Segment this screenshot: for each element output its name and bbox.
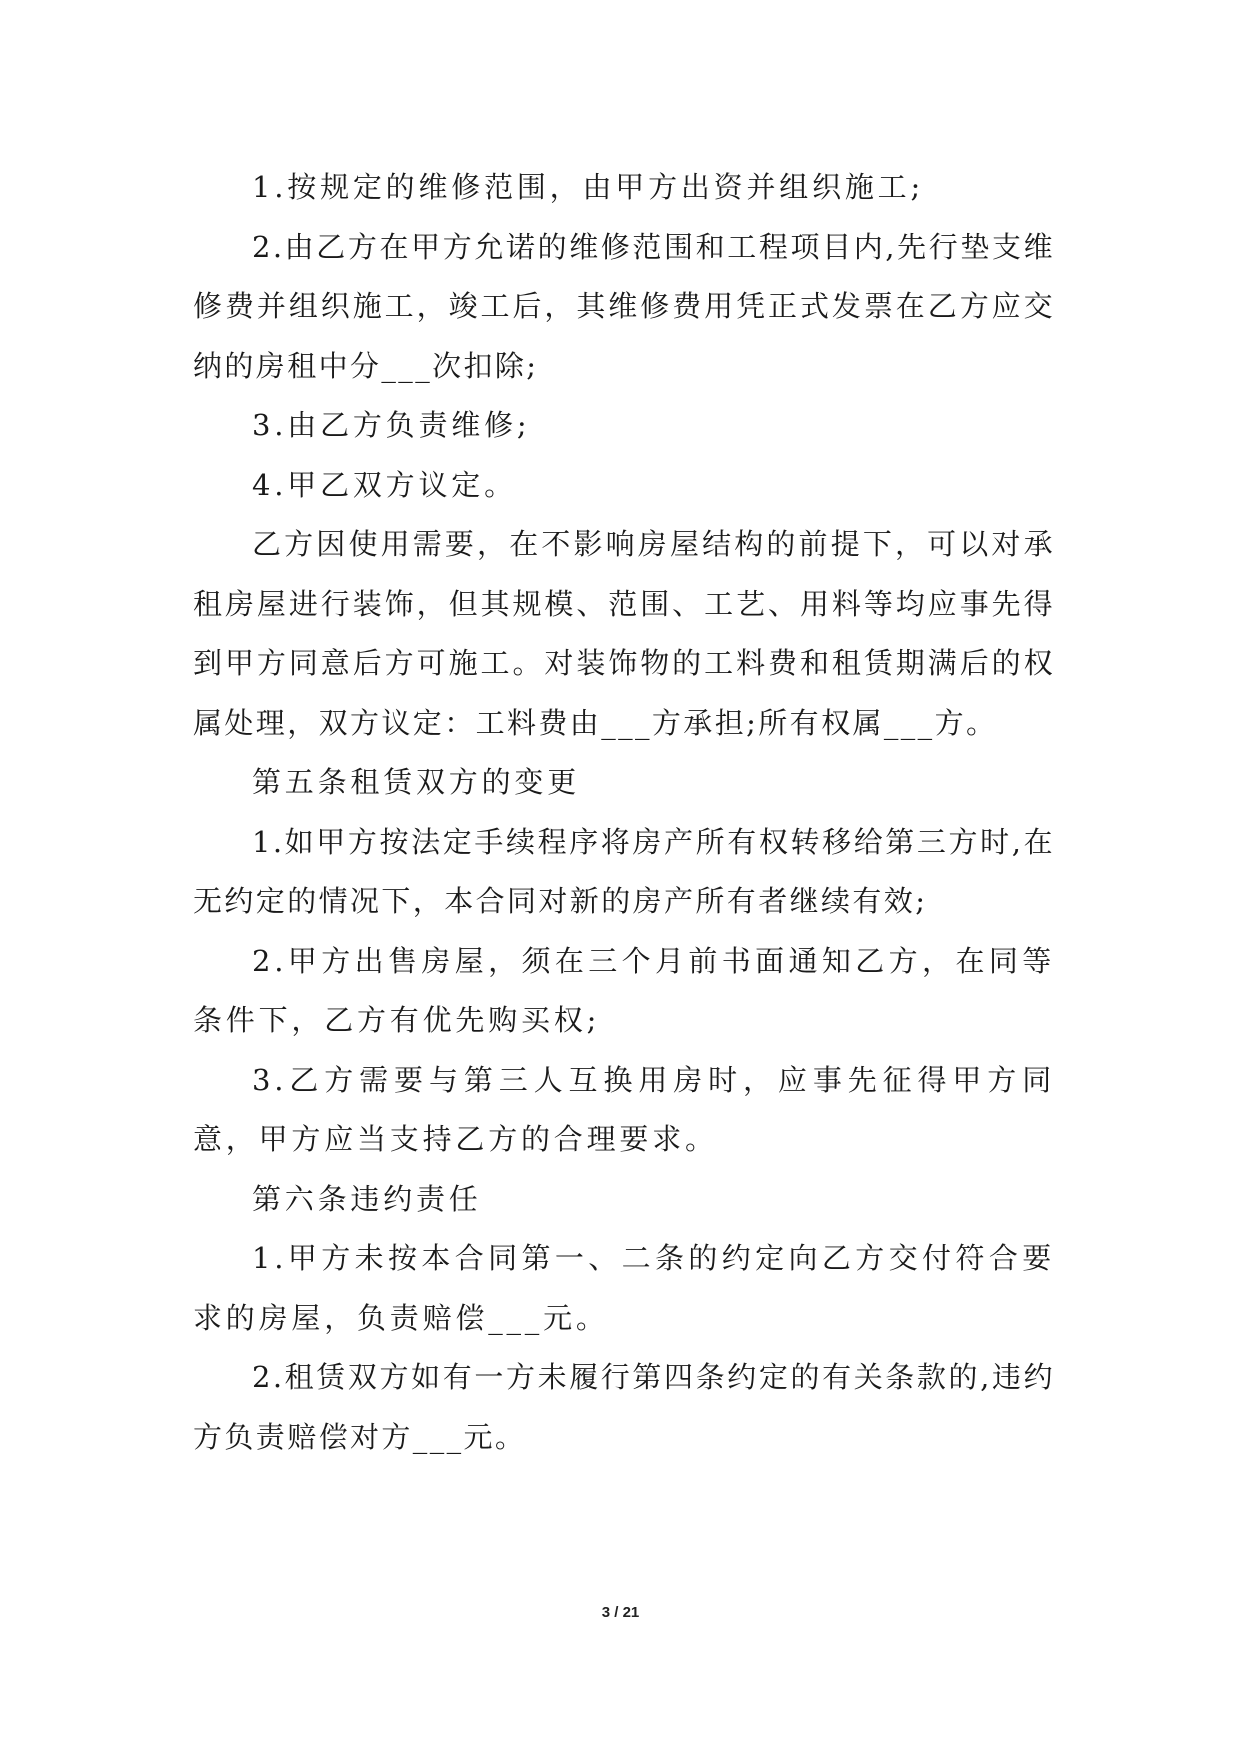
- paragraph-repair-option-1: 1.按规定的维修范围，由甲方出资并组织施工;: [252, 170, 925, 204]
- section-heading-article-5: 第五条租赁双方的变更: [252, 765, 581, 799]
- paragraph-change-2: 2.甲方出售房屋，须在三个月前书面通知乙方，在同等条件下，乙方有优先购买权;: [193, 943, 1055, 1037]
- paragraph-change-1: 1.如甲方按法定手续程序将房产所有权转移给第三方时,在无约定的情况下，本合同对新的房产所有者继续有效;: [193, 824, 1055, 918]
- page-number: 3 / 21: [601, 1604, 640, 1621]
- paragraph-repair-option-3: 3.由乙方负责维修;: [252, 408, 531, 442]
- document-body: [193, 158, 1055, 1467]
- paragraph-decoration: 乙方因使用需要，在不影响房屋结构的前提下，可以对承租房屋进行装饰，但其规模、范围、工艺、用料等均应事先得到甲方同意后方可施工。对装饰物的工料费和租赁期满后的权属处理，双方议定：工料费由___方承担;所有权属___方。: [193, 527, 1055, 740]
- paragraph-repair-option-2: 2.由乙方在甲方允诺的维修范围和工程项目内,先行垫支维修费并组织施工，竣工后，其维修费用凭正式发票在乙方应交纳的房租中分___次扣除;: [193, 229, 1055, 383]
- section-heading-article-6: 第六条违约责任: [252, 1181, 482, 1216]
- paragraph-liability-2: 2.租赁双方如有一方未履行第四条约定的有关条款的,违约方负责赔偿对方___元。: [193, 1360, 1055, 1454]
- paragraph-change-3: 3.乙方需要与第三人互换用房时，应事先征得甲方同意，甲方应当支持乙方的合理要求。: [193, 1062, 1055, 1156]
- paragraph-liability-1: 1.甲方未按本合同第一、二条的约定向乙方交付符合要求的房屋，负责赔偿___元。: [193, 1241, 1055, 1335]
- paragraph-repair-option-4: 4.甲乙双方议定。: [252, 467, 517, 502]
